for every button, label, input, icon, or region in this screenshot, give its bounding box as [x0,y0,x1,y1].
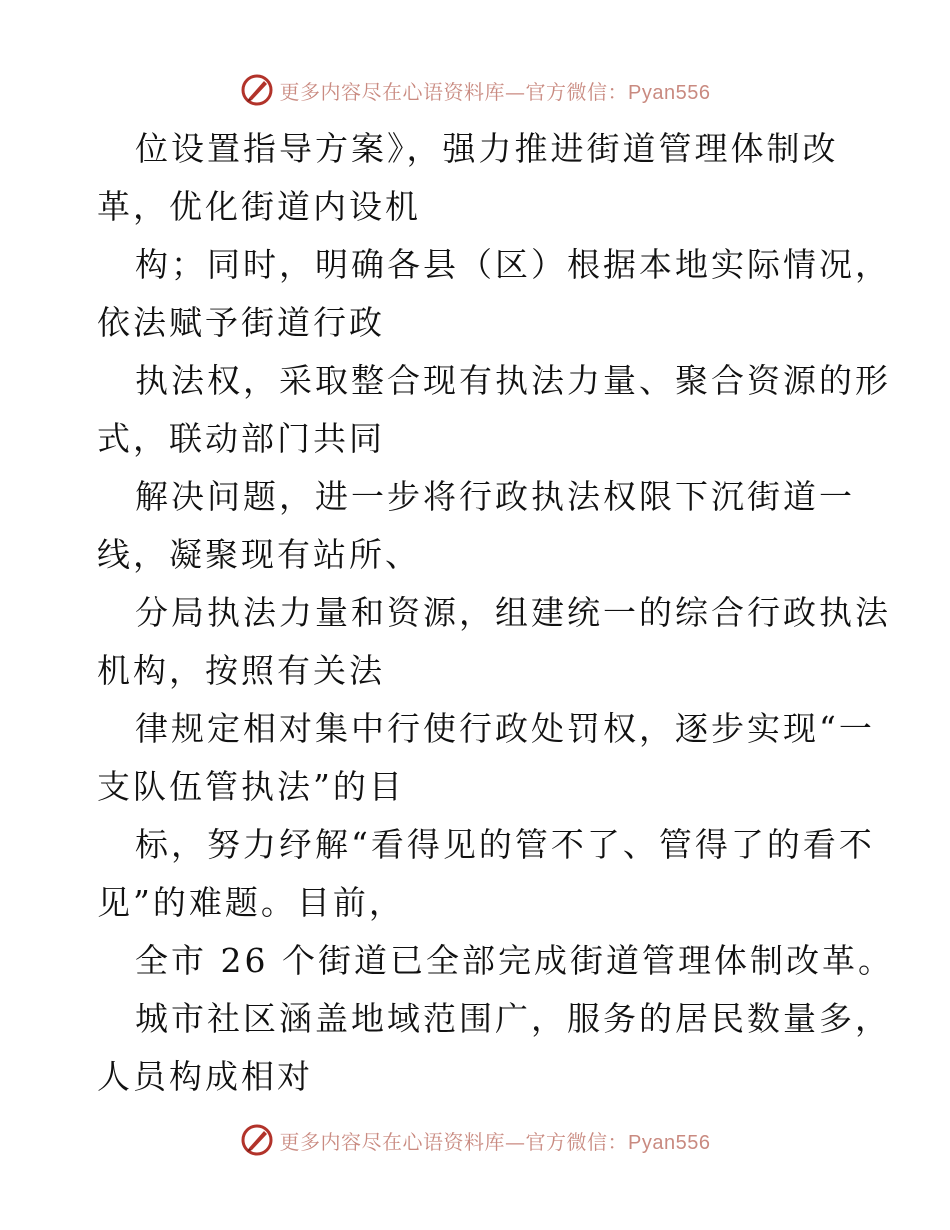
text-line: 分局执法力量和资源，组建统一的综合行政执法 [135,593,891,632]
text-line: 见”的难题。目前， [97,883,405,922]
quill-logo-icon [240,1123,274,1157]
text-line: 标，努力纾解“看得见的管不了、管得了的看不 [135,825,875,864]
text-line: 解决问题，进一步将行政执法权限下沉街道一 [135,477,855,516]
footer-wechat-id: Pyan556 [628,1131,711,1154]
text-line: 支队伍管执法”的目 [97,767,405,806]
header-banner-text: 更多内容尽在心语资料库—官方微信：Pyan556 [279,79,711,104]
header-banner [0,70,950,110]
text-line: 构；同时，明确各县（区）根据本地实际情况， [135,245,891,284]
text-line: 位设置指导方案》，强力推进街道管理体制改 [135,129,839,168]
header-wechat-id: Pyan556 [628,81,711,104]
text-line: 革，优化街道内设机 [97,187,421,226]
text-line: 城市社区涵盖地域范围广，服务的居民数量多， [135,999,891,1038]
text-line: 依法赋予街道行政 [97,303,385,342]
document-body [97,120,894,1106]
footer-banner-text: 更多内容尽在心语资料库—官方微信：Pyan556 [279,1129,711,1154]
text-line: 律规定相对集中行使行政处罚权，逐步实现“一 [135,709,875,748]
text-line: 式，联动部门共同 [97,419,385,458]
text-line: 执法权，采取整合现有执法力量、聚合资源的形 [135,361,891,400]
text-line: 线，凝聚现有站所、 [97,535,421,574]
text-line: 机构，按照有关法 [97,651,385,690]
footer-banner [0,1120,950,1160]
text-line: 人员构成相对 [97,1057,313,1096]
text-line: 全市 26 个街道已全部完成街道管理体制改革。 [135,941,894,980]
quill-logo-icon [240,73,274,107]
